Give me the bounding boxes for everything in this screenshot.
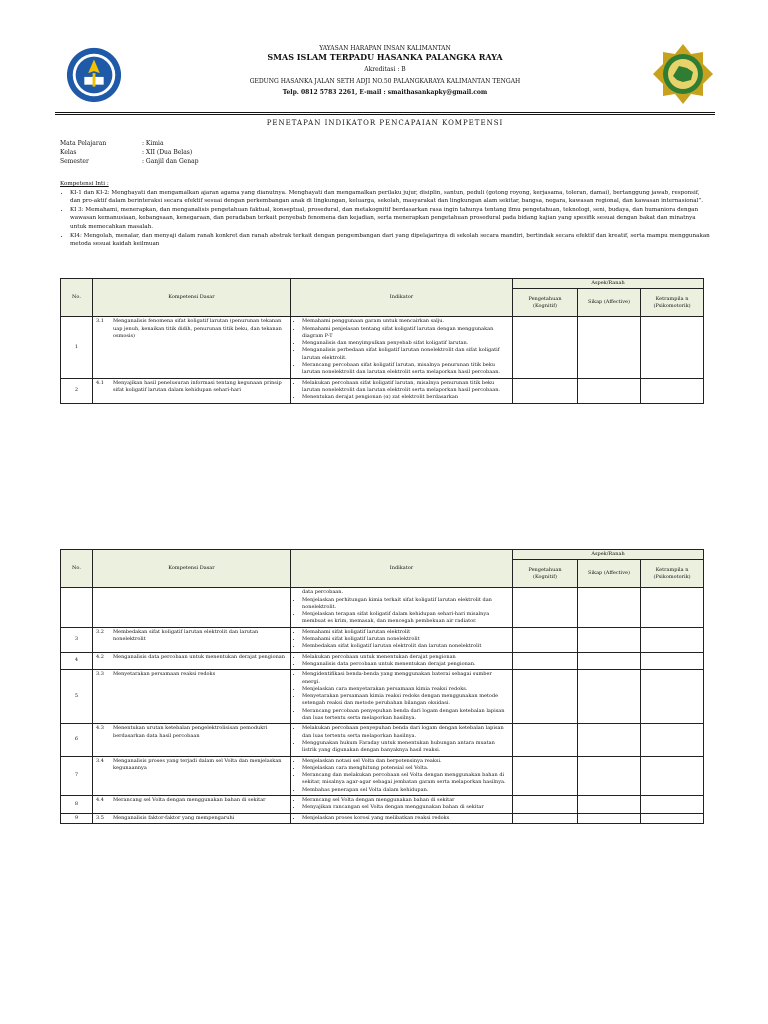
- indicator-item: • Menganalisis perbedaan sifat koligatif larutan nonelektrolit dan sifat koligatif larutan elektrolit.: [302, 347, 509, 362]
- school-address: GEDUNG HASANKA JALAN SETH ADJI NO.50 PALANGKARAYA KALIMANTAN TENGAH: [249, 78, 521, 85]
- meta-row: [60, 157, 199, 166]
- document-title: PENETAPAN INDIKATOR PENCAPAIAN KOMPETENSI: [266, 119, 504, 127]
- table-row: [61, 756, 704, 795]
- indicator-item: • Membahas penerapan sel Volta dalam kehidupan.: [302, 787, 509, 794]
- meta-key: Mata Pelajaran: [60, 140, 107, 147]
- table-row: [61, 670, 704, 724]
- table-row: [61, 724, 704, 756]
- cell-sikap: [578, 724, 641, 756]
- kd-number: 4.4: [96, 797, 104, 804]
- header-no: No.: [61, 550, 93, 588]
- indicator-item: • Merancang percobaan penyepuhan benda dari logam dengan ketebalan lapisan dan luas tertentu serta melaporkan hasilnya.: [302, 708, 509, 723]
- kd-text: Menyajikan hasil penelusuran informasi tentang kegunaan prinsip sifat koligatif larutan dalam kehidupan sehari-hari: [113, 379, 282, 393]
- letterhead-divider: [55, 112, 715, 113]
- indicator-item: • Mengidentifikasi benda-benda yang menggunakan baterai sebagai sumber energi.: [302, 671, 509, 686]
- header-sikap: Sikap (Affective): [578, 289, 641, 317]
- header-kompetensi-dasar: Kompetensi Dasar: [93, 550, 291, 588]
- table-row: [61, 652, 704, 670]
- kd-text: Menganalisis faktor-faktor yang mempengaruhi: [113, 814, 235, 821]
- cell-keterampilan: [641, 317, 704, 378]
- cell-sikap: [578, 670, 641, 724]
- cell-keterampilan: [641, 756, 704, 795]
- cell-keterampilan: [641, 796, 704, 814]
- kd-number: 4.3: [96, 725, 104, 732]
- kd-content: [96, 654, 287, 661]
- cell-keterampilan: [641, 588, 704, 627]
- cell-sikap: [578, 627, 641, 652]
- tut-wuri-handayani-logo-icon: [65, 46, 123, 104]
- cell-pengetahuan: [513, 813, 578, 823]
- indicator-item: • Memahami penjelasan tentang sifat koligatif larutan dengan menggunakan diagram P-T: [302, 326, 509, 341]
- cell-sikap: [578, 317, 641, 378]
- cell-pengetahuan: [513, 724, 578, 756]
- meta-row: [60, 139, 199, 148]
- kd-content: [96, 318, 287, 340]
- indicator-item: • Menjelaskan proses korosi yang melibatkan reaksi redoks: [302, 815, 509, 822]
- core-competencies-title: Kompetensi Inti :: [60, 181, 109, 187]
- row-indicators: [291, 813, 513, 823]
- header-kompetensi-dasar: Kompetensi Dasar: [93, 279, 291, 317]
- row-no: 6: [61, 724, 93, 756]
- subject-info: [60, 139, 199, 166]
- core-competency-item: • KI-1 dan KI-2: Menghayati dan mengamalkan ajaran agama yang dianutnya. Menghayati dan mengamalkan perilaku jujur, disiplin, santun, peduli (gotong royong, kerjasama, toleran, damai), bertanggung jawab, responsif, dan pro-aktif dalam berinteraksi secara efektif sesuai dengan perkembangan anak di lingkungan, keluarga, sekolah, masyarakat dan lingkungan alam sekitar, bangsa, negara, kawasan regional, dan kawasan internasional”.: [70, 189, 710, 206]
- cell-pengetahuan: [513, 796, 578, 814]
- indicator-continuation: data percobaan.: [302, 589, 344, 596]
- cell-sikap: [578, 756, 641, 795]
- core-competencies: [60, 180, 710, 249]
- kd-content: [96, 629, 287, 644]
- indicator-item: • Memahami penggunaan garam untuk mencairkan salju.: [302, 318, 509, 325]
- kd-number: 4.2: [96, 653, 104, 660]
- cell-pengetahuan: [513, 670, 578, 724]
- kd-text: Membedakan sifat koligatif larutan elektrolit dan larutan nonelektrolit: [113, 628, 259, 643]
- indicator-list: [294, 725, 509, 754]
- kd-text: Menganalisis data percobaan untuk menentukan derajat pengionan: [113, 653, 286, 660]
- indicator-item: • Merancang percobaan sifat koligatif larutan, misalnya penurunan titik beku larutan nonelektrolit dan larutan elektrolit serta melaporkan hasil percobaan.: [302, 362, 509, 377]
- table-row: [61, 627, 704, 652]
- cell-pengetahuan: [513, 627, 578, 652]
- school-name: SMAS ISLAM TERPADU HASANKA PALANGKA RAYA: [267, 52, 503, 62]
- row-no: 2: [61, 378, 93, 403]
- indicator-item: • Menyetarakan persamaan kimia reaksi redoks dengan menggunakan metode setengah reaksi dan metode perubahan bilangan oksidasi.: [302, 693, 509, 708]
- kd-text: Menentukan urutan ketebalan pengelektrolisisan pemodukri berdasarkan data hasil percobaan: [113, 725, 268, 739]
- kd-number: 3.4: [96, 757, 104, 764]
- row-kd: [93, 756, 291, 795]
- header-indikator: Indikator: [291, 550, 513, 588]
- header-no: No.: [61, 279, 93, 317]
- indicator-item: • Membedakan sifat koligatif larutan elektrolit dan larutan nonelektrolit: [302, 643, 509, 650]
- cell-keterampilan: [641, 378, 704, 403]
- header-pengetahuan: Pengetahuan (Kognitif): [513, 289, 578, 317]
- meta-key: Semester: [60, 158, 89, 165]
- indicator-item: • Menggunakan hukum Faraday untuk menentukan hubungan antara muatan listrik yang digunakan dengan banyaknya hasil reaksi.: [302, 740, 509, 755]
- header-pengetahuan: Pengetahuan (Kognitif): [513, 560, 578, 588]
- indicator-item: • Menyajikan rancangan sel Volta dengan menggunakan bahan di sekitar: [302, 804, 509, 811]
- indicator-item: • Menjelaskan cara menyetarakan persamaan kimia reaksi redoks.: [302, 686, 509, 693]
- row-no: 9: [61, 813, 93, 823]
- indicator-item: • Melakukan percobaan sifat koligatif larutan, misalnya penurunan titik beku larutan nonelektrolit dan larutan elektrolit serta melaporkan hasil percobaan.: [302, 380, 509, 395]
- row-kd: [93, 813, 291, 823]
- indicator-item: • Memahami sifat koligatif larutan nonelektrolit: [302, 636, 509, 643]
- cell-pengetahuan: [513, 756, 578, 795]
- meta-key: Kelas: [60, 149, 77, 156]
- indicator-table-2: [60, 549, 704, 824]
- indicator-list: [294, 654, 509, 669]
- row-indicators: [291, 724, 513, 756]
- indicator-item: • Melakukan percobaan untuk menentukan derajat pengionan: [302, 654, 509, 661]
- kd-number: 3.3: [96, 671, 104, 678]
- kd-content: [96, 671, 287, 678]
- core-competency-item: • KI 3: Memahami, menerapkan, dan menganalisis pengetahuan faktual, konseptual, prosedural, dan metakognitif berdasarkan rasa ingin tahunya tentang ilmu pengetahuan, teknologi, seni, budaya, dan humaniora dengan wawasan kemanusiaan, kebangsaan, kenegaraan, dan peradaban terkait penyebab fenomena dan kejadian, serta menerapkan pengetahuan prosedural pada bidang kajian yang spesifik sesuai dengan bakat dan minatnya untuk memecahkan masalah.: [70, 206, 710, 232]
- table-row: [61, 378, 704, 403]
- cell-pengetahuan: [513, 317, 578, 378]
- meta-value: : Kimia: [142, 140, 164, 147]
- meta-value: : XII (Dua Belas): [142, 149, 193, 156]
- table-row-continuation: [61, 588, 704, 627]
- indicator-list: [294, 318, 509, 376]
- cell-pengetahuan: [513, 652, 578, 670]
- indicator-item: • Menganalisis dan menyimpulkan penyebab sifat koligatif larutan.: [302, 340, 509, 347]
- row-no: 4: [61, 652, 93, 670]
- kd-number: 3.1: [96, 318, 104, 325]
- letterhead-text: [135, 44, 635, 97]
- indicator-item: • Menentukan derajat pengionan (α) zat elektrolit berdasarkan: [302, 394, 509, 401]
- header-aspek: Aspek/Ranah: [513, 550, 704, 560]
- row-kd: [93, 317, 291, 378]
- cell-sikap: [578, 796, 641, 814]
- letterhead-divider-thin: [55, 114, 715, 115]
- meta-value: : Ganjil dan Genap: [142, 158, 199, 165]
- cell-pengetahuan: [513, 588, 578, 627]
- cell-keterampilan: [641, 670, 704, 724]
- indicator-table-1: [60, 278, 704, 404]
- row-no: 3: [61, 627, 93, 652]
- row-no: 7: [61, 756, 93, 795]
- indicator-list: [294, 597, 509, 626]
- row-no: 1: [61, 317, 93, 378]
- row-indicators: [291, 670, 513, 724]
- cell-keterampilan: [641, 724, 704, 756]
- header-keterampilan: Ketrampila n (Psikomotorik): [641, 560, 704, 588]
- kd-number: 3.2: [96, 628, 104, 635]
- indicator-list: [294, 815, 509, 822]
- kd-content: [96, 815, 287, 822]
- row-kd: [93, 378, 291, 403]
- row-kd: [93, 588, 291, 627]
- row-kd: [93, 796, 291, 814]
- row-kd: [93, 670, 291, 724]
- indicator-item: • Menjelaskan notasi sel Volta dan berpotensinya reaksi.: [302, 758, 509, 765]
- table-row: [61, 317, 704, 378]
- core-competency-item: • KI4: Mengolah, menalar, dan menyaji dalam ranah konkret dan ranah abstrak terkait dengan pengembangan dari yang dipelajarinya di sekolah secara mandiri, bertindak secara efektif dan kreatif, serta mampu menggunakan metoda sesuai kaidah keilmuan: [70, 232, 710, 249]
- table-row: [61, 813, 704, 823]
- school-contact: Telp. 0812 5783 2261, E-mail : smaithasankapky@gmail.com: [282, 89, 488, 96]
- table-row: [61, 796, 704, 814]
- header-sikap: Sikap (Affective): [578, 560, 641, 588]
- header-aspek: Aspek/Ranah: [513, 279, 704, 289]
- indicator-item: • Menjelaskan terapan sifat koligatif dalam kehidupan sehari-hari misalnya membuat es krim, memasak, dan mencegah pembekuan air radiator.: [302, 611, 509, 626]
- indicator-item: • Merancang sel Volta dengan menggunakan bahan di sekitar: [302, 797, 509, 804]
- indicator-list: [294, 380, 509, 402]
- meta-row: [60, 148, 199, 157]
- kd-content: [96, 725, 287, 740]
- indicator-list: [294, 797, 509, 812]
- row-indicators: [291, 756, 513, 795]
- cell-sikap: [578, 813, 641, 823]
- indicator-list: [294, 671, 509, 722]
- kd-text: Menyetarakan persamaan reaksi redoks: [113, 671, 216, 678]
- row-indicators: [291, 627, 513, 652]
- row-kd: [93, 652, 291, 670]
- kd-text: Merancang sel Volta dengan menggunakan bahan di sekitar: [113, 797, 266, 804]
- cell-pengetahuan: [513, 378, 578, 403]
- indicator-item: • Merancang dan melakukan percobaan sel Volta dengan menggunakan bahan di sekitar, misalnya agar-agar sebagai jembatan garam serta melaporkan hasilnya.: [302, 772, 509, 787]
- kd-content: [96, 380, 287, 395]
- core-competencies-list: [60, 189, 710, 249]
- indicator-item: • Menjelaskan perhitungan kimia terkait sifat koligatif larutan elektrolit dan nonelektrolit.: [302, 597, 509, 612]
- cell-keterampilan: [641, 813, 704, 823]
- kd-text: Menganalisis proses yang terjadi dalam sel Volta dan menjelaskan kegunaannya: [113, 757, 282, 771]
- header-keterampilan: Ketrampila n (Psikomotorik): [641, 289, 704, 317]
- kd-text: Menganalisis fenomena sifat koligatif larutan (penurunan tekanan uap jenuh, kenaikan titik didih, penurunan titik beku, dan tekanan osmosis): [113, 318, 282, 339]
- kd-number: 3.5: [96, 814, 104, 821]
- cell-sikap: [578, 378, 641, 403]
- indicator-item: • Menjelaskan cara menghitung potensial sel Volta.: [302, 765, 509, 772]
- indicator-item: • Menganalisis data percobaan untuk menentukan derajat pengionan.: [302, 661, 509, 668]
- letterhead: [55, 38, 715, 110]
- indicator-list: [294, 629, 509, 651]
- accreditation: Akreditasi : B: [364, 66, 406, 73]
- row-indicators: [291, 588, 513, 627]
- indicator-item: • Memahami sifat koligatif larutan elektrolit: [302, 629, 509, 636]
- indicator-item: • Melakukan percobaan penyepuhan benda dari logam dengan ketebalan lapisan dan luas tertentu serta melaporkan hasilnya.: [302, 725, 509, 740]
- cell-sikap: [578, 588, 641, 627]
- school-emblem-icon: [651, 42, 715, 106]
- row-kd: [93, 627, 291, 652]
- cell-keterampilan: [641, 627, 704, 652]
- row-indicators: [291, 378, 513, 403]
- row-no: [61, 588, 93, 627]
- row-no: 8: [61, 796, 93, 814]
- indicator-list: [294, 758, 509, 794]
- row-indicators: [291, 317, 513, 378]
- cell-sikap: [578, 652, 641, 670]
- foundation-name: YAYASAN HARAPAN INSAN KALIMANTAN: [319, 45, 451, 52]
- kd-content: [96, 797, 287, 804]
- kd-content: [96, 758, 287, 773]
- row-indicators: [291, 796, 513, 814]
- cell-keterampilan: [641, 652, 704, 670]
- kd-number: 4.1: [96, 379, 104, 386]
- row-indicators: [291, 652, 513, 670]
- header-indikator: Indikator: [291, 279, 513, 317]
- row-kd: [93, 724, 291, 756]
- row-no: 5: [61, 670, 93, 724]
